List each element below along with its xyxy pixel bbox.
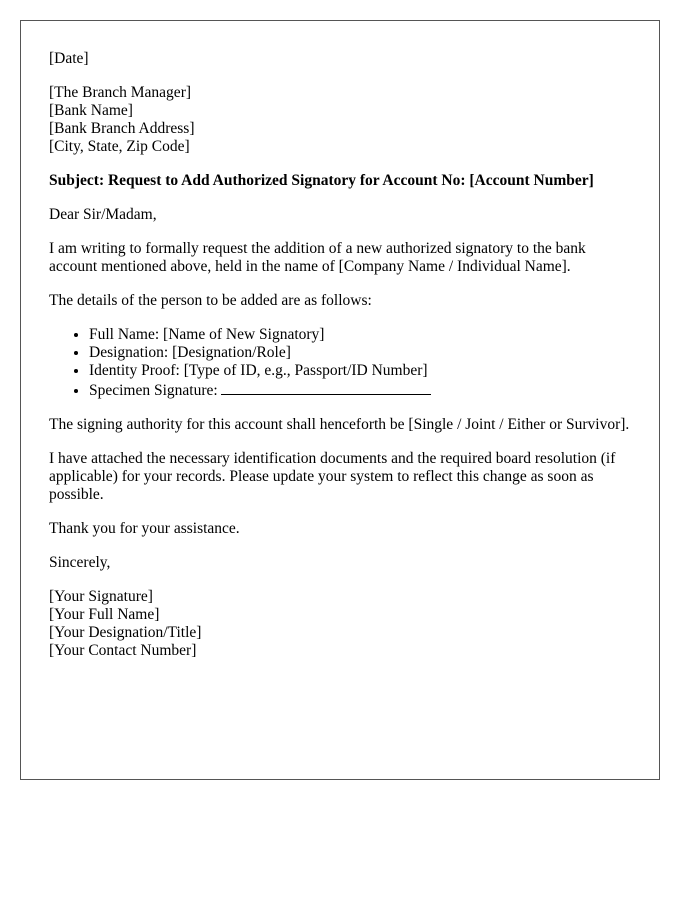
thanks-line: Thank you for your assistance. bbox=[49, 520, 240, 537]
detail-identity-proof: • Identity Proof: [Type of ID, e.g., Passport/ID Number] bbox=[89, 362, 631, 380]
detail-specimen-signature: • Specimen Signature: bbox=[89, 380, 631, 400]
authority-paragraph: The signing authority for this account shall henceforth be [Single / Joint / Either or Survivor]. bbox=[49, 416, 630, 433]
recipient-address bbox=[49, 84, 631, 156]
recipient-branch-address: [Bank Branch Address] bbox=[49, 120, 195, 137]
recipient-title: [The Branch Manager] bbox=[49, 84, 192, 101]
sender-contact-number: [Your Contact Number] bbox=[49, 642, 197, 659]
intro-paragraph: I am writing to formally request the addition of a new authorized signatory to the bank account mentioned above, held in the name of [Company Name / Individual Name]. bbox=[49, 240, 586, 275]
recipient-bank-name: [Bank Name] bbox=[49, 102, 133, 119]
sender-block bbox=[49, 588, 631, 660]
date-line bbox=[49, 50, 631, 68]
detail-designation: • Designation: [Designation/Role] bbox=[89, 344, 631, 362]
signatory-details-list bbox=[49, 326, 631, 400]
sender-full-name: [Your Full Name] bbox=[49, 606, 160, 623]
recipient-city-state-zip: [City, State, Zip Code] bbox=[49, 138, 190, 155]
date: [Date] bbox=[49, 50, 89, 67]
sender-signature: [Your Signature] bbox=[49, 588, 153, 605]
salutation: Dear Sir/Madam, bbox=[49, 206, 157, 223]
closing-line: Sincerely, bbox=[49, 554, 111, 571]
signature-blank-line bbox=[221, 380, 431, 395]
sender-designation: [Your Designation/Title] bbox=[49, 624, 202, 641]
details-intro: The details of the person to be added are as follows: bbox=[49, 292, 372, 309]
attachments-paragraph: I have attached the necessary identification documents and the required board resolution (if applicable) for your records. Please update your system to reflect this change as soon as possible. bbox=[49, 450, 616, 503]
subject-line: Subject: Request to Add Authorized Signatory for Account No: [Account Number] bbox=[49, 172, 594, 189]
letter-page bbox=[20, 20, 660, 780]
detail-full-name: • Full Name: [Name of New Signatory] bbox=[89, 326, 631, 344]
